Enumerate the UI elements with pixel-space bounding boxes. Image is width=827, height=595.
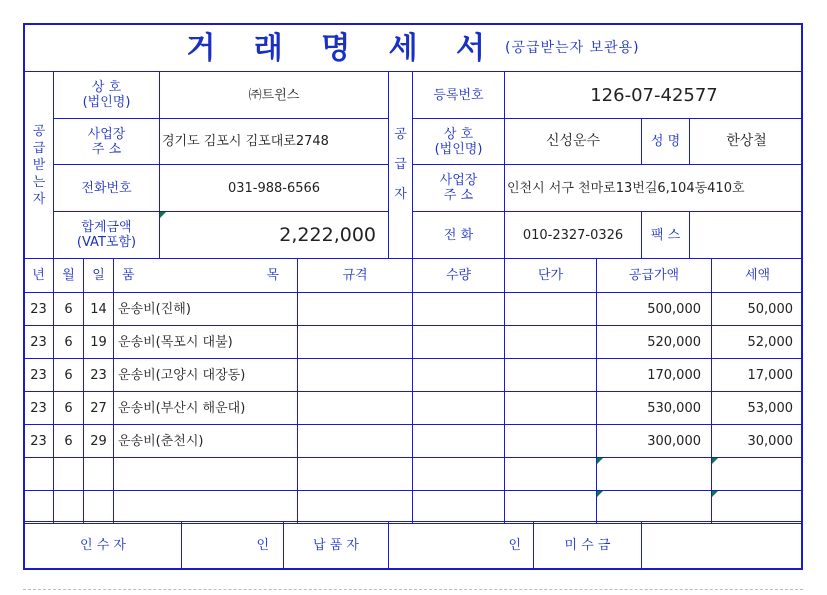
row-3-month: 6: [64, 367, 73, 383]
col-header-amount: 공급가액: [628, 268, 680, 283]
row-5-item: 운송비(춘천시): [118, 433, 204, 449]
row-7-amount: [597, 491, 711, 523]
receiver-label: 인 수 자: [80, 537, 126, 553]
row-6-item: [114, 458, 297, 490]
row-2-month: 6: [64, 334, 73, 350]
document-title: 거 래 명 세 서: [186, 30, 500, 66]
row-7-tax: [712, 491, 803, 523]
document-subtitle: (공급받는자 보관용): [505, 39, 640, 56]
row-2-day: 19: [90, 334, 107, 350]
row-3-qty: [413, 359, 504, 391]
supplier-phone-label: 전 화: [443, 227, 474, 243]
col-header-year: 년: [32, 268, 45, 283]
row-6-month: [54, 458, 83, 490]
row-2-tax: 52,000: [747, 334, 793, 350]
row-7-price: [505, 491, 596, 523]
row-7-month: [54, 491, 83, 523]
buyer-phone: 031-988-6566: [227, 180, 321, 196]
row-2-year: 23: [30, 334, 47, 350]
receiver-seal: 인: [256, 537, 269, 553]
row-3-price: [505, 359, 596, 391]
buyer-phone-label: 전화번호: [81, 180, 132, 196]
row-6-spec: [298, 458, 412, 490]
row-2-spec: [298, 326, 412, 358]
note-marker: [597, 458, 603, 464]
col-header-price: 단가: [537, 268, 564, 283]
row-2-amount: 520,000: [647, 334, 701, 350]
col-header-month: 월: [62, 268, 75, 283]
note-marker: [597, 491, 603, 497]
row-3-spec: [298, 359, 412, 391]
rep-label: 성 명: [650, 134, 681, 149]
supplier-phone: 010-2327-0326: [522, 227, 624, 243]
fax-label: 팩 스: [650, 227, 681, 243]
row-2-price: [505, 326, 596, 358]
row-4-month: 6: [64, 400, 73, 416]
buyer-name-label: 상 호 (법인명): [82, 80, 131, 110]
row-4-year: 23: [30, 400, 47, 416]
row-3-item: 운송비(고양시 대장동): [118, 367, 246, 383]
row-2-item: 운송비(목포시 대불): [118, 334, 233, 350]
row-4-tax: 53,000: [747, 400, 793, 416]
col-header-qty: 수량: [445, 268, 472, 283]
supplier-side-label: 공 급 자: [394, 127, 407, 202]
row-6-day: [84, 458, 113, 490]
col-header-day: 일: [92, 268, 105, 283]
note-marker: [160, 212, 166, 218]
reg-no: 126-07-42577: [590, 84, 718, 106]
row-1-year: 23: [30, 301, 47, 317]
row-7-qty: [413, 491, 504, 523]
row-4-price: [505, 392, 596, 424]
col-header-item: 품 목: [122, 268, 279, 283]
reg-no-label: 등록번호: [433, 87, 484, 103]
row-1-item: 운송비(진해): [118, 301, 191, 317]
unpaid-amount: [642, 522, 801, 568]
row-6-price: [505, 458, 596, 490]
unpaid-label: 미 수 금: [564, 537, 611, 553]
row-5-spec: [298, 425, 412, 457]
row-7-year: [24, 491, 53, 523]
note-marker: [712, 458, 718, 464]
row-7-item: [114, 491, 297, 523]
row-3-tax: 17,000: [747, 367, 793, 383]
row-7-day: [84, 491, 113, 523]
row-7-spec: [298, 491, 412, 523]
row-1-tax: 50,000: [747, 301, 793, 317]
row-5-month: 6: [64, 433, 73, 449]
row-5-amount: 300,000: [647, 433, 701, 449]
row-5-price: [505, 425, 596, 457]
note-marker: [712, 491, 718, 497]
total-label: 합계금액 (VAT포함): [76, 220, 137, 250]
supplier-name-label: 상 호 (법인명): [434, 126, 483, 157]
row-2-qty: [413, 326, 504, 358]
row-6-tax: [712, 458, 803, 490]
row-4-spec: [298, 392, 412, 424]
row-6-qty: [413, 458, 504, 490]
fax: [690, 212, 803, 258]
supplier-address: 인천시 서구 천마로13번길6,104동410호: [507, 180, 745, 196]
row-1-qty: [413, 293, 504, 325]
supplier-name: 신성운수: [545, 133, 601, 149]
deliverer-label: 납 품 자: [313, 537, 359, 553]
row-5-day: 29: [90, 433, 107, 449]
row-4-amount: 530,000: [647, 400, 701, 416]
total-amount: 2,222,000: [279, 223, 376, 246]
row-5-qty: [413, 425, 504, 457]
row-5-tax: 30,000: [747, 433, 793, 449]
col-header-tax: 세액: [744, 268, 771, 283]
buyer-name: ㈜트윈스: [248, 87, 300, 103]
buyer-side-label: 공 급 받 는 자: [32, 123, 46, 207]
row-3-day: 23: [90, 367, 107, 383]
row-3-year: 23: [30, 367, 47, 383]
row-1-price: [505, 293, 596, 325]
buyer-address-label: 사업장 주 소: [87, 126, 126, 157]
row-1-amount: 500,000: [647, 301, 701, 317]
col-header-spec: 규격: [342, 268, 368, 283]
row-4-day: 27: [90, 400, 107, 416]
supplier-address-label: 사업장 주 소: [439, 173, 478, 203]
title-bar: [25, 25, 801, 71]
row-3-amount: 170,000: [647, 367, 701, 383]
cut-line: [23, 589, 803, 590]
row-1-day: 14: [90, 301, 107, 317]
buyer-address: 경기도 김포시 김포대로2748: [162, 134, 329, 149]
row-4-qty: [413, 392, 504, 424]
row-1-spec: [298, 293, 412, 325]
row-4-item: 운송비(부산시 해운대): [118, 400, 246, 416]
rep-name: 한상철: [726, 133, 767, 149]
row-6-year: [24, 458, 53, 490]
deliverer-seal: 인: [508, 537, 521, 553]
row-5-year: 23: [30, 433, 47, 449]
row-1-month: 6: [64, 301, 73, 317]
row-6-amount: [597, 458, 711, 490]
